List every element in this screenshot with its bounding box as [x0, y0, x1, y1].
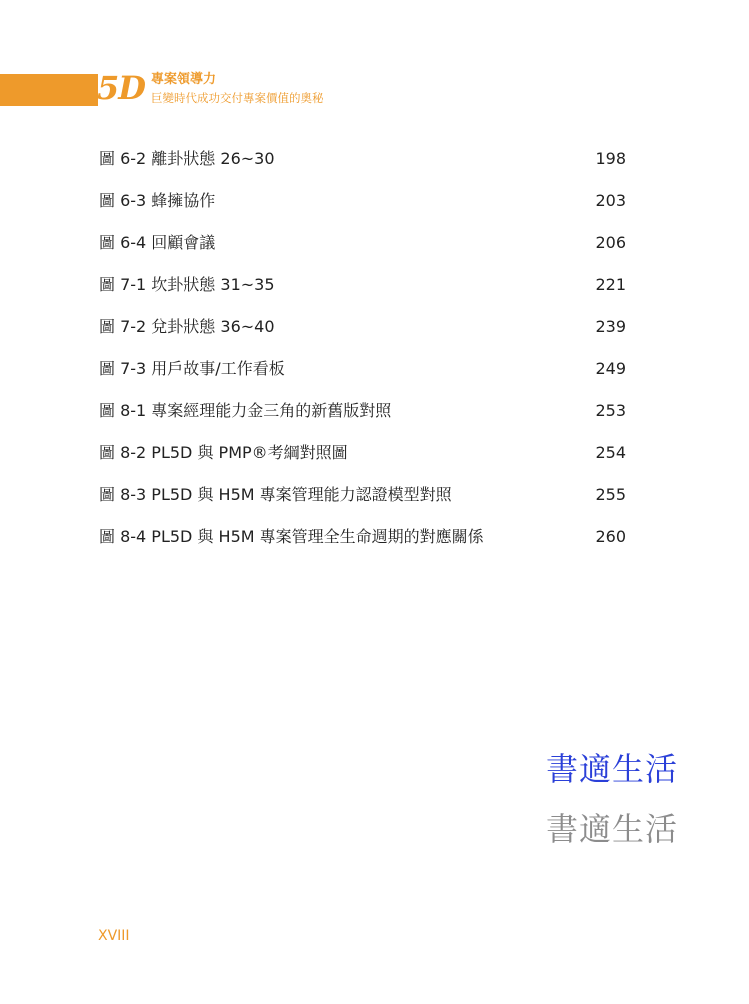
toc-entry-label: 圖 8-3 PL5D 與 H5M 專案管理能力認證模型對照	[99, 485, 452, 504]
toc-entry-label: 圖 6-3 蜂擁協作	[99, 191, 216, 210]
page-number: XVIII	[98, 928, 130, 944]
toc-entry	[99, 526, 629, 568]
toc-entry-label: 圖 8-1 專案經理能力金三角的新舊版對照	[99, 401, 392, 420]
toc-entry-label: 圖 8-4 PL5D 與 H5M 專案管理全生命週期的對應關係	[99, 527, 484, 546]
toc-entry-label: 圖 7-3 用戶故事/工作看板	[99, 359, 285, 378]
toc-entry-label: 圖 8-2 PL5D 與 PMP®考綱對照圖	[99, 443, 348, 462]
toc-entry-page: 249	[595, 359, 626, 378]
toc-entry-page: 253	[595, 401, 626, 420]
toc-entry-page: 255	[595, 485, 626, 504]
toc-entry	[99, 358, 629, 400]
toc-entry-page: 206	[595, 233, 626, 252]
toc-entry	[99, 274, 629, 316]
toc-entry	[99, 232, 629, 274]
book-subtitle: 巨變時代成功交付專案價值的奧秘	[151, 91, 324, 105]
toc-entry-label: 圖 6-4 回顧會議	[99, 233, 216, 252]
toc-entry	[99, 442, 629, 484]
watermark-text-gray: 書適生活	[546, 810, 679, 848]
book-title: 專案領導力	[151, 72, 217, 87]
book-logo: 5D	[97, 69, 146, 107]
watermark-text-blue: 書適生活	[546, 750, 679, 788]
toc-entry-page: 239	[595, 317, 626, 336]
header-accent-bar	[0, 74, 98, 106]
toc-entry	[99, 190, 629, 232]
figure-list	[99, 148, 629, 568]
toc-entry-page: 260	[595, 527, 626, 546]
toc-entry	[99, 400, 629, 442]
toc-entry-label: 圖 6-2 離卦狀態 26~30	[99, 149, 275, 168]
toc-entry-page: 254	[595, 443, 626, 462]
toc-entry-page: 198	[595, 149, 626, 168]
toc-entry-page: 221	[595, 275, 626, 294]
toc-entry-label: 圖 7-2 兌卦狀態 36~40	[99, 317, 275, 336]
toc-entry	[99, 316, 629, 358]
toc-entry-label: 圖 7-1 坎卦狀態 31~35	[99, 275, 275, 294]
toc-entry	[99, 484, 629, 526]
toc-entry-page: 203	[595, 191, 626, 210]
toc-entry	[99, 148, 629, 190]
